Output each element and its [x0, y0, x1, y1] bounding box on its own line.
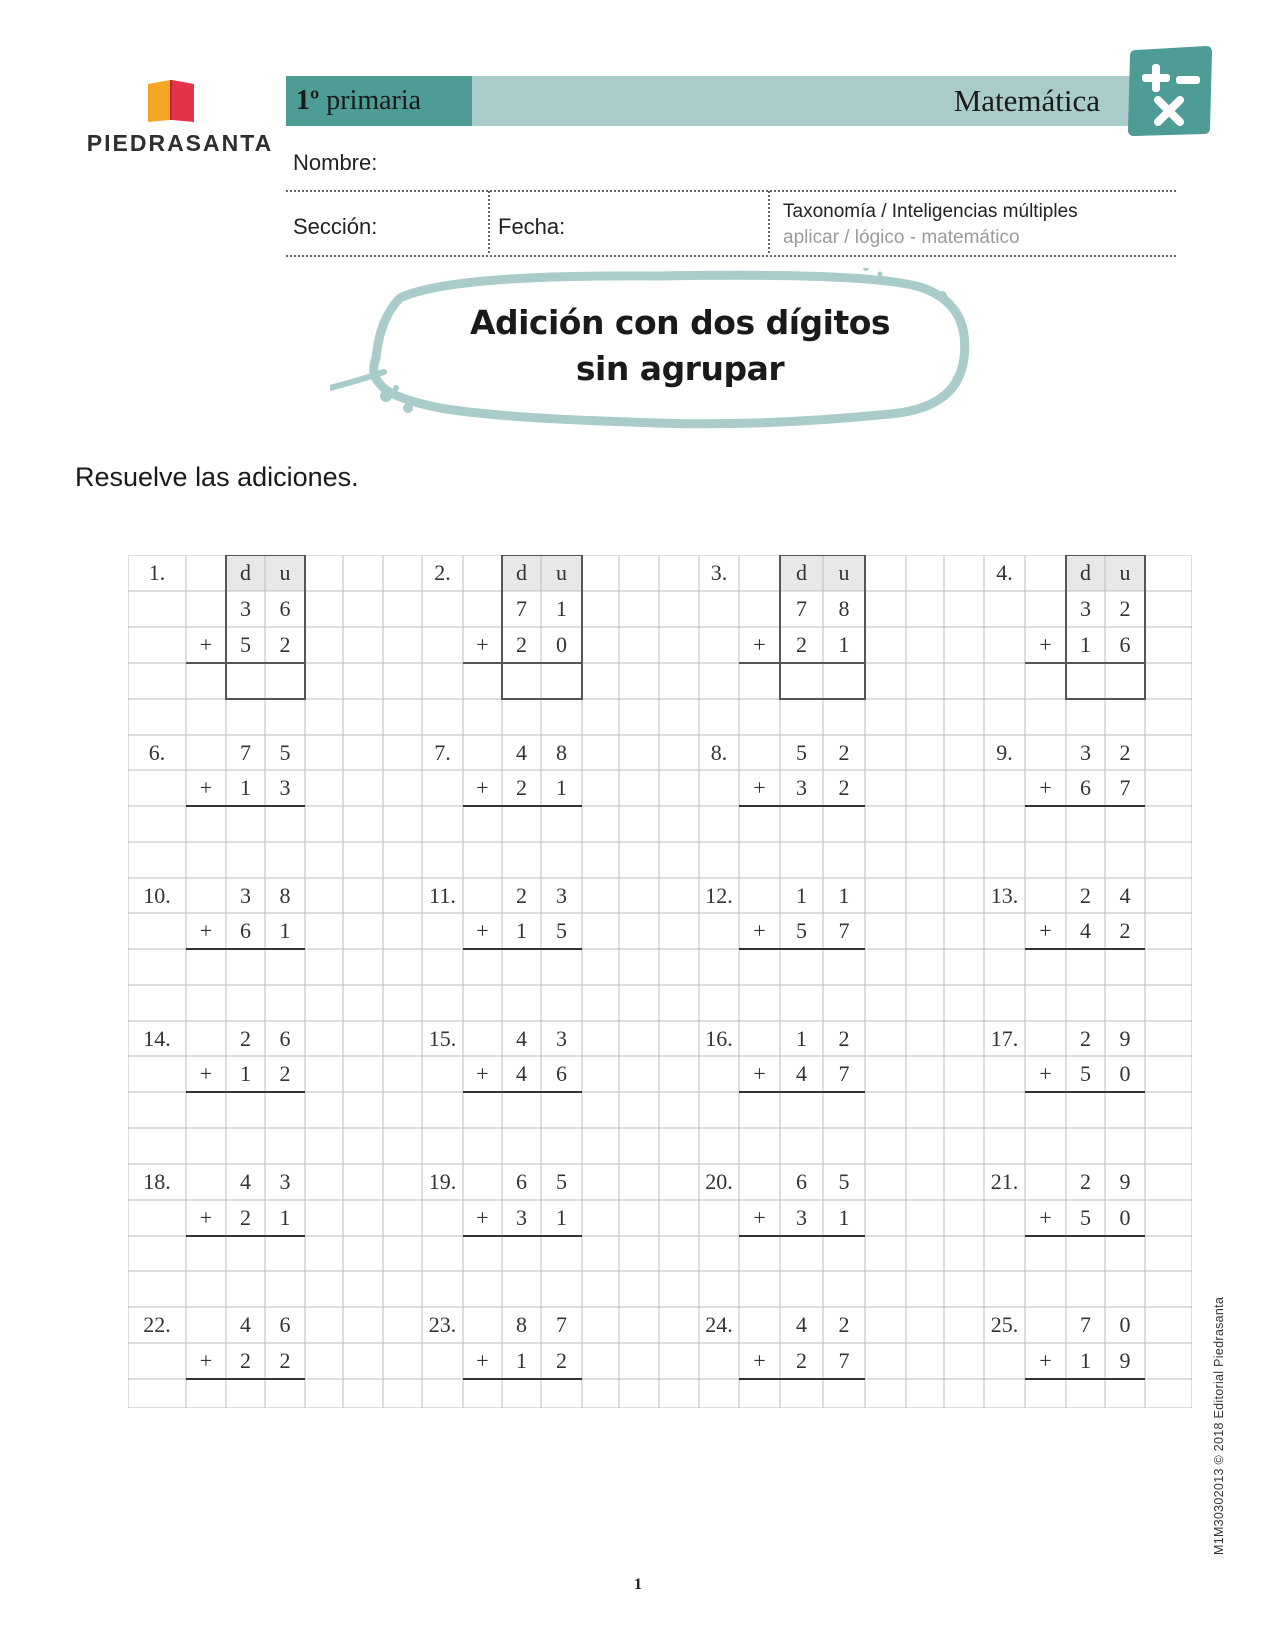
addend-digit: 7 [240, 739, 251, 765]
addend-digit: 8 [516, 1312, 527, 1337]
title-line-1: Adición con dos dígitos [469, 303, 891, 342]
addend-digit: 5 [796, 739, 807, 765]
exercise-number: 6. [148, 739, 166, 765]
addend-digit: 6 [796, 1169, 807, 1194]
addend-digit: 1 [556, 775, 567, 800]
addend-digit: 4 [796, 1312, 807, 1337]
addend-digit: 2 [556, 1348, 567, 1373]
addend-digit: 7 [516, 596, 527, 621]
grade-word: primaria [326, 85, 422, 116]
exercise-number: 15. [428, 1025, 457, 1051]
exercise-number: 21. [990, 1169, 1019, 1194]
addend-digit: 2 [796, 632, 807, 657]
addend-digit: 2 [796, 1348, 807, 1373]
addend-digit: 8 [279, 882, 291, 908]
addend-digit: 1 [556, 596, 567, 621]
tens-header: d [240, 560, 251, 585]
subject-title: Matemática [953, 83, 1100, 118]
addend-digit: 3 [279, 775, 291, 800]
addend-digit: 2 [1080, 1169, 1091, 1194]
plus-sign: + [753, 918, 766, 943]
addend-digit: 7 [556, 1312, 567, 1337]
addend-digit: 2 [1119, 918, 1131, 943]
page-number: 1 [634, 1576, 642, 1593]
exercise-number: 19. [428, 1169, 457, 1194]
addend-digit: 4 [1080, 918, 1091, 943]
date-field-label: Fecha: [498, 214, 566, 239]
addend-digit: 4 [240, 1169, 251, 1194]
addend-digit: 3 [796, 1205, 807, 1230]
divider [768, 191, 770, 253]
plus-sign: + [476, 1061, 489, 1086]
exercise-grid [128, 555, 1192, 1408]
units-header: u [838, 560, 850, 585]
tens-header: d [796, 560, 807, 585]
exercise-number: 3. [710, 560, 728, 585]
exercise-number: 7. [434, 739, 451, 765]
grid-lines [128, 555, 1192, 1408]
units-header: u [556, 560, 567, 585]
plus-sign: + [476, 1205, 489, 1230]
exercise-number: 17. [990, 1025, 1019, 1051]
exercise-number: 11. [429, 882, 456, 908]
addend-digit: 0 [1119, 1061, 1131, 1086]
addend-digit: 5 [796, 918, 807, 943]
addend-digit: 2 [1080, 1025, 1091, 1051]
addend-digit: 2 [240, 1205, 251, 1230]
plus-sign: + [753, 775, 766, 800]
addend-digit: 5 [279, 739, 291, 765]
addend-digit: 6 [279, 1312, 291, 1337]
addend-digit: 3 [240, 882, 251, 908]
plus-sign: + [1039, 1061, 1052, 1086]
addend-digit: 3 [516, 1205, 527, 1230]
units-header: u [279, 560, 291, 585]
addend-digit: 1 [796, 1025, 807, 1051]
divider [286, 190, 1176, 192]
copyright-notice: M1M3030201​3 © 2018 Editorial Piedrasanta [1212, 1296, 1226, 1555]
addend-digit: 2 [838, 739, 850, 765]
addend-digit: 7 [838, 1348, 850, 1373]
addend-digit: 7 [838, 918, 850, 943]
addend-digit: 1 [516, 1348, 527, 1373]
addend-digit: 1 [240, 1061, 251, 1086]
addend-digit: 4 [516, 1061, 527, 1086]
exercise-number: 14. [143, 1025, 171, 1051]
instruction-text: Resuelve las adiciones. [75, 462, 359, 492]
addend-digit: 7 [796, 596, 807, 621]
exercise-number: 8. [710, 739, 728, 765]
addend-digit: 0 [1119, 1312, 1131, 1337]
addend-digit: 9 [1119, 1169, 1131, 1194]
tens-header: d [516, 560, 527, 585]
addend-digit: 2 [516, 632, 527, 657]
addend-digit: 5 [240, 632, 251, 657]
addend-digit: 1 [838, 632, 850, 657]
addend-digit: 1 [1080, 1348, 1091, 1373]
plus-sign: + [753, 1348, 766, 1373]
publisher-name: PIEDRASANTA [86, 130, 274, 156]
exercise-number: 2. [434, 560, 451, 585]
divider [286, 255, 1176, 257]
plus-sign: + [1039, 1205, 1052, 1230]
addend-digit: 4 [796, 1061, 807, 1086]
addend-digit: 2 [279, 1348, 291, 1373]
name-field-label: Nombre: [293, 150, 378, 175]
addend-digit: 2 [838, 1312, 850, 1337]
exercise-number: 20. [705, 1169, 733, 1194]
exercise-number: 23. [428, 1312, 457, 1337]
plus-sign: + [199, 918, 213, 943]
grade-label [286, 76, 472, 126]
grade-number: 1º [296, 85, 320, 116]
taxonomy-title: Taxonomía / Inteligencias múltiples [783, 201, 1078, 222]
units-header: u [1119, 560, 1131, 585]
addend-digit: 7 [1119, 775, 1131, 800]
plus-sign: + [199, 1205, 213, 1230]
addend-digit: 1 [279, 918, 291, 943]
addend-digit: 3 [796, 775, 807, 800]
addend-digit: 2 [516, 882, 527, 908]
exercise-number: 13. [990, 882, 1019, 908]
plus-sign: + [476, 918, 489, 943]
addend-digit: 6 [279, 596, 291, 621]
addend-digit: 1 [1080, 632, 1091, 657]
divider [488, 191, 490, 253]
exercise-number: 1. [148, 560, 166, 585]
plus-sign: + [199, 1348, 213, 1373]
addend-digit: 3 [1080, 596, 1091, 621]
exercise-number: 12. [705, 882, 733, 908]
exercise-number: 18. [143, 1169, 171, 1194]
plus-sign: + [476, 775, 489, 800]
exercise-number: 9. [996, 739, 1013, 765]
plus-sign: + [753, 1205, 766, 1230]
addend-digit: 3 [240, 596, 251, 621]
addend-digit: 5 [1080, 1205, 1091, 1230]
addend-digit: 1 [556, 1205, 567, 1230]
addend-digit: 2 [838, 775, 850, 800]
plus-sign: + [476, 1348, 489, 1373]
addend-digit: 6 [240, 918, 251, 943]
addend-digit: 1 [240, 775, 251, 800]
addend-digit: 8 [556, 739, 567, 765]
plus-sign: + [1039, 1348, 1052, 1373]
addend-digit: 2 [516, 775, 527, 800]
section-field-label: Sección: [293, 214, 378, 239]
addend-digit: 4 [516, 1025, 527, 1051]
addend-digit: 2 [240, 1025, 251, 1051]
plus-sign: + [1039, 918, 1052, 943]
exercise-number: 10. [143, 882, 171, 908]
addend-digit: 6 [279, 1025, 291, 1051]
addend-digit: 3 [1080, 739, 1091, 765]
addend-digit: 0 [1119, 1205, 1131, 1230]
addend-digit: 9 [1119, 1348, 1131, 1373]
addend-digit: 5 [556, 918, 567, 943]
addend-digit: 3 [279, 1169, 291, 1194]
addend-digit: 3 [556, 882, 567, 908]
addend-digit: 2 [1119, 739, 1131, 765]
math-operations-icon [1126, 44, 1212, 144]
addend-digit: 3 [556, 1025, 567, 1051]
addend-digit: 2 [279, 632, 291, 657]
open-book-icon [146, 76, 196, 122]
exercise-number: 4. [996, 560, 1013, 585]
addend-digit: 2 [1080, 882, 1091, 908]
plus-sign: + [753, 632, 766, 657]
addend-digit: 1 [838, 882, 850, 908]
addend-digit: 6 [1080, 775, 1091, 800]
addend-digit: 4 [1119, 882, 1131, 908]
addend-digit: 6 [1119, 632, 1131, 657]
exercise-number: 25. [990, 1312, 1019, 1337]
addend-digit: 2 [240, 1348, 251, 1373]
addend-digit: 4 [516, 739, 527, 765]
addend-digit: 0 [556, 632, 567, 657]
addend-digit: 2 [838, 1025, 850, 1051]
plus-sign: + [199, 775, 213, 800]
addend-digit: 1 [796, 882, 807, 908]
exercise-number: 22. [143, 1312, 171, 1337]
addend-digit: 9 [1119, 1025, 1131, 1051]
title-line-2: sin agrupar [575, 349, 785, 388]
addend-digit: 2 [1119, 596, 1131, 621]
addend-digit: 6 [516, 1169, 527, 1194]
addend-digit: 5 [1080, 1061, 1091, 1086]
addend-digit: 5 [556, 1169, 567, 1194]
addend-digit: 8 [838, 596, 850, 621]
exercise-number: 16. [705, 1025, 733, 1051]
plus-sign: + [1039, 632, 1052, 657]
addend-digit: 6 [556, 1061, 567, 1086]
plus-sign: + [753, 1061, 766, 1086]
plus-sign: + [1039, 775, 1052, 800]
addend-digit: 1 [516, 918, 527, 943]
plus-sign: + [476, 632, 489, 657]
publisher-logo [80, 76, 280, 166]
addend-digit: 1 [838, 1205, 850, 1230]
addend-digit: 1 [279, 1205, 291, 1230]
plus-sign: + [199, 1061, 213, 1086]
addend-digit: 7 [838, 1061, 850, 1086]
taxonomy-values: aplicar / lógico - matemático [783, 227, 1020, 248]
addend-digit: 5 [838, 1169, 850, 1194]
addend-digit: 2 [279, 1061, 291, 1086]
addend-digit: 7 [1080, 1312, 1091, 1337]
plus-sign: + [199, 632, 213, 657]
exercise-number: 24. [705, 1312, 733, 1337]
addend-digit: 4 [240, 1312, 251, 1337]
tens-header: d [1080, 560, 1091, 585]
worksheet-title [380, 300, 980, 392]
